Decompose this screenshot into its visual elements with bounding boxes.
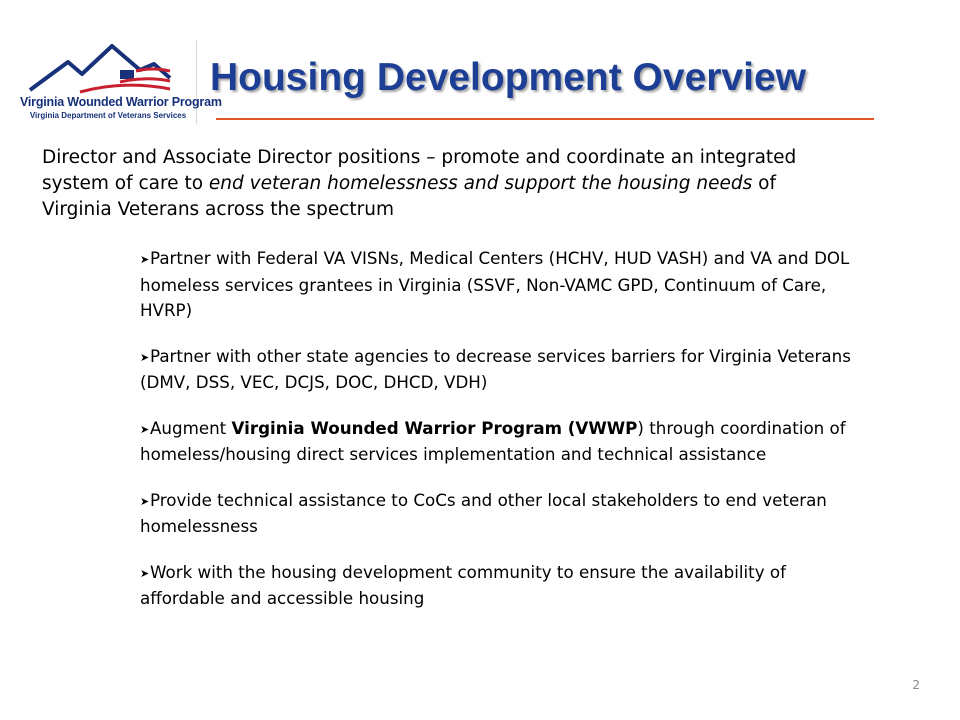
- arrow-bullet-icon: ➤: [140, 422, 150, 436]
- bullet-text: Partner with Federal VA VISNs, Medical Centers (HCHV, HUD VASH) and VA and DOL homeless services grantees in Virginia (SSVF, Non-VAMC GPD, Continuum of Care, HVRP): [140, 248, 850, 320]
- arrow-bullet-icon: ➤: [140, 566, 150, 580]
- bullet-text-post: ) through coordination of homeless/housing direct services implementation and technical assistance: [140, 417, 846, 464]
- bullet-item: [140, 344, 860, 396]
- arrow-bullet-icon: ➤: [140, 350, 150, 364]
- bullet-item: [140, 488, 860, 540]
- bullet-text-pre: Augment: [150, 417, 232, 438]
- arrow-bullet-icon: ➤: [140, 253, 150, 266]
- logo-subtitle: Virginia Department of Veterans Services: [29, 111, 187, 120]
- bullet-text-bold: Virginia Wounded Warrior Program (VWWP: [231, 417, 638, 438]
- intro-emphasis: end veteran homelessness and support the housing needs: [208, 173, 753, 194]
- intro-paragraph: [42, 145, 832, 223]
- mountain-flag-icon: [20, 40, 196, 96]
- bullet-text: Work with the housing development community to ensure the availability of affordable and accessible housing: [140, 561, 786, 608]
- vwwp-logo: [20, 40, 222, 124]
- intro-text-2: of Virginia Veterans across the spectrum: [42, 173, 776, 220]
- bullet-list: [140, 246, 860, 632]
- bullet-item: [140, 246, 860, 324]
- bullet-item: [140, 560, 860, 612]
- intro-text-1: Director and Associate Director positions – promote and coordinate an integrated system of care to: [42, 147, 797, 194]
- logo-name: Virginia Wounded Warrior Program: [20, 95, 222, 109]
- title-underline: [216, 118, 874, 120]
- bullet-text: Partner with other state agencies to decrease services barriers for Virginia Veterans (DMV, DSS, VEC, DCJS, DOC, DHCD, VDH): [140, 345, 851, 392]
- bullet-text: Provide technical assistance to CoCs and other local stakeholders to end veteran homelessness: [140, 489, 827, 536]
- bullet-item: [140, 416, 860, 468]
- arrow-bullet-icon: ➤: [140, 494, 150, 508]
- page-number: 2: [912, 678, 920, 692]
- slide-title: Housing Development Overview: [210, 56, 806, 99]
